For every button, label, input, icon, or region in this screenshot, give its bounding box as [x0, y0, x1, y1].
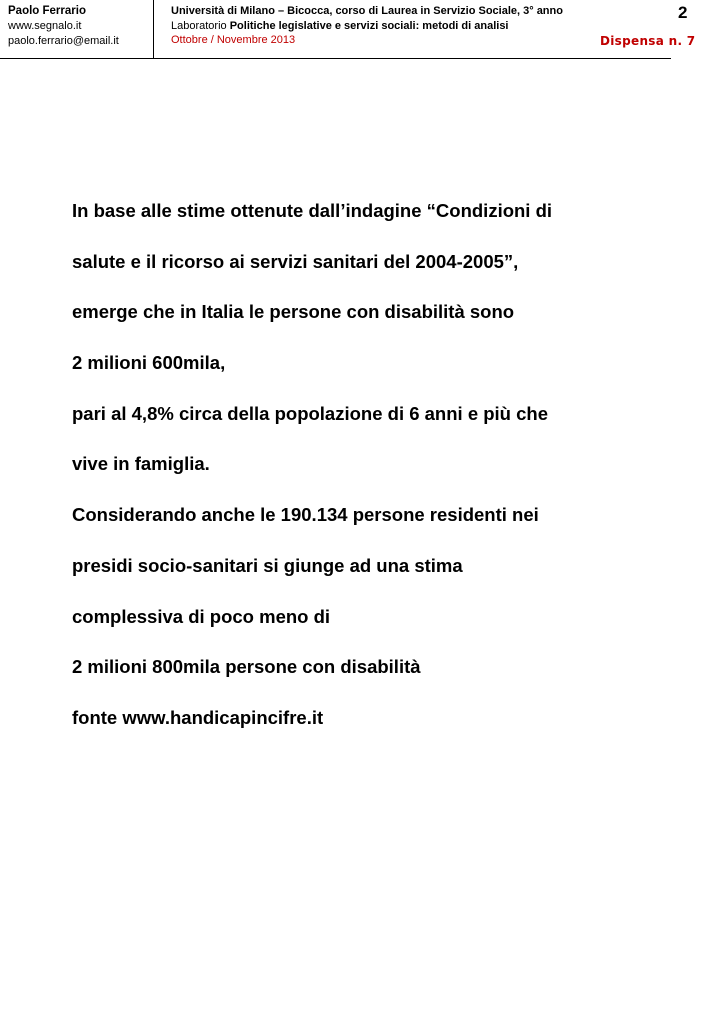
body-line: 2 milioni 800mila persone con disabilità: [72, 656, 421, 678]
page-header: [0, 0, 696, 59]
body-line: In base alle stime ottenute dall’indagine “Condizioni di: [72, 200, 553, 221]
course-lab-prefix: Laboratorio: [171, 19, 230, 32]
author-email: paolo.ferrario@email.it: [8, 35, 119, 47]
body-line: salute e il ricorso ai servizi sanitari del 2004-2005”,: [72, 250, 519, 272]
body-line: emerge che in Italia le persone con disabilità sono: [72, 301, 515, 323]
author-name: Paolo Ferrario: [8, 5, 86, 17]
course-lab-line: [171, 19, 651, 34]
dispensa-label: Dispensa n. 7: [600, 34, 696, 48]
body-line: presidi socio-sanitari si giunge ad una stima: [72, 554, 463, 576]
course-university-line: Università di Milano – Bicocca, corso di Laurea in Servizio Sociale, 3° anno: [171, 5, 563, 17]
header-divider: [153, 0, 154, 58]
course-date-line: Ottobre / Novembre 2013: [171, 34, 296, 46]
author-block: [8, 4, 152, 49]
body-line: complessiva di poco meno di: [72, 605, 331, 627]
course-lab-title: Politiche legislative e servizi sociali: metodi di analisi: [229, 19, 509, 32]
author-website: www.segnalo.it: [8, 20, 82, 32]
body-text: [72, 194, 692, 752]
page-number: 2: [678, 3, 688, 22]
body-line: Considerando anche le 190.134 persone residenti nei: [72, 504, 539, 526]
body-line-source: fonte www.handicapincifre.it: [72, 706, 324, 728]
body-line: pari al 4,8% circa della popolazione di 6 anni e più che: [72, 402, 549, 424]
body-line: 2 milioni 600mila,: [72, 352, 226, 374]
course-info: [171, 4, 651, 48]
body-line: vive in famiglia.: [72, 453, 210, 475]
